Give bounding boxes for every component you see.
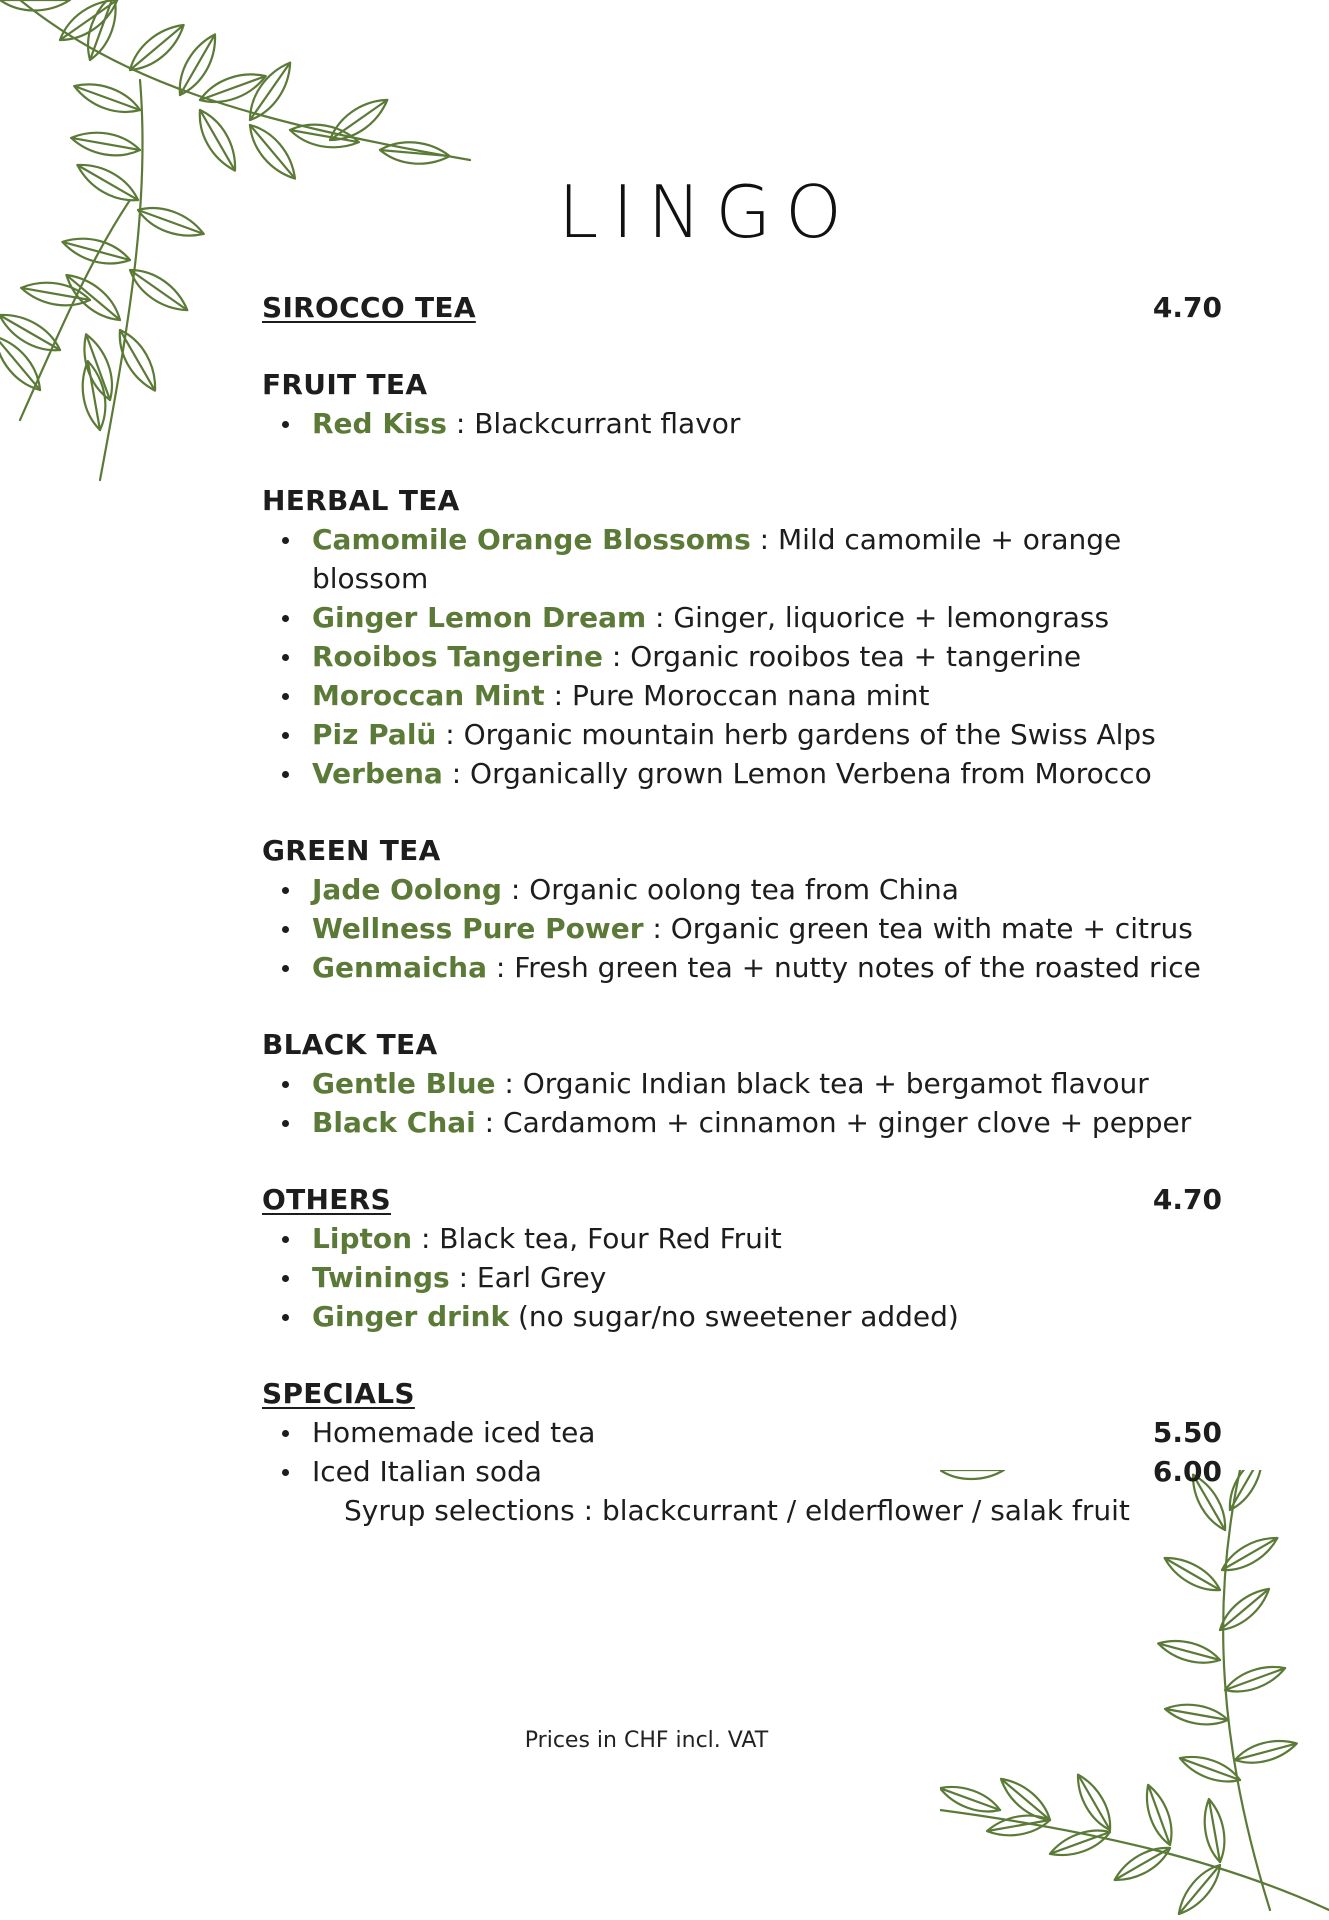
item-desc: : Organic oolong tea from China — [501, 873, 959, 906]
item-name: Wellness Pure Power — [312, 912, 644, 945]
item-desc: : Fresh green tea + nutty notes of the roasted rice — [487, 951, 1201, 984]
list-item — [262, 676, 1222, 715]
list-item — [262, 637, 1222, 676]
item-desc: : Organic green tea with mate + citrus — [643, 912, 1193, 945]
item-desc: : Organic Indian black tea + bergamot flavour — [495, 1067, 1149, 1100]
green-tea-heading: GREEN TEA — [262, 834, 441, 867]
item-name: Moroccan Mint — [312, 679, 545, 712]
fruit-tea-heading: FRUIT TEA — [262, 368, 428, 401]
menu-title: LINGO — [558, 170, 856, 254]
list-item — [262, 715, 1222, 754]
special-price: 6.00 — [1152, 1455, 1222, 1488]
others-price: 4.70 — [1152, 1183, 1222, 1216]
item-name: Verbena — [312, 757, 443, 790]
special-label: Iced Italian soda — [312, 1455, 542, 1488]
green-tea-section — [262, 831, 1222, 987]
list-item — [262, 1219, 1222, 1258]
others-heading: OTHERS — [262, 1183, 391, 1216]
item-name: Lipton — [312, 1222, 413, 1255]
list-item — [262, 520, 1222, 598]
others-list — [262, 1219, 1222, 1336]
item-name: Twinings — [312, 1261, 450, 1294]
item-desc: : Organic rooibos tea + tangerine — [603, 640, 1082, 673]
list-item — [262, 1297, 1222, 1336]
item-desc: : Earl Grey — [449, 1261, 607, 1294]
item-name: Camomile Orange Blossoms — [312, 523, 751, 556]
menu-content — [262, 288, 1222, 1568]
item-desc: : Organic mountain herb gardens of the Swiss Alps — [436, 718, 1156, 751]
item-name: Black Chai — [312, 1106, 476, 1139]
herbal-tea-section — [262, 481, 1222, 793]
special-price: 5.50 — [1152, 1416, 1222, 1449]
item-name: Red Kiss — [312, 407, 447, 440]
item-desc: : Blackcurrant flavor — [446, 407, 741, 440]
item-desc: : Ginger, liquorice + lemongrass — [646, 601, 1110, 634]
special-label: Homemade iced tea — [312, 1416, 596, 1449]
herbal-tea-heading: HERBAL TEA — [262, 484, 460, 517]
item-name: Piz Palü — [312, 718, 437, 751]
specials-heading: SPECIALS — [262, 1377, 415, 1410]
others-section — [262, 1180, 1222, 1336]
sirocco-price: 4.70 — [1152, 291, 1222, 324]
item-name: Genmaicha — [312, 951, 487, 984]
price-footnote: Prices in CHF incl. VAT — [524, 1728, 769, 1753]
list-item — [262, 1103, 1222, 1142]
sirocco-tea-section — [262, 288, 1222, 327]
sirocco-heading: SIROCCO TEA — [262, 291, 476, 324]
syrup-selections-note: Syrup selections : blackcurrant / elderflower / salak fruit — [344, 1494, 1130, 1527]
item-desc: : Cardamom + cinnamon + ginger clove + pepper — [475, 1106, 1192, 1139]
item-desc: : Mild camomile + orange blossom — [312, 523, 1122, 595]
list-item — [262, 948, 1222, 987]
list-item — [262, 909, 1222, 948]
list-item — [262, 870, 1222, 909]
item-name: Gentle Blue — [312, 1067, 496, 1100]
item-desc: (no sugar/no sweetener added) — [509, 1300, 959, 1333]
black-tea-section — [262, 1025, 1222, 1142]
item-desc: : Organically grown Lemon Verbena from Morocco — [442, 757, 1152, 790]
black-tea-heading: BLACK TEA — [262, 1028, 438, 1061]
item-name: Ginger Lemon Dream — [312, 601, 647, 634]
item-name: Rooibos Tangerine — [312, 640, 604, 673]
list-item — [262, 1452, 1222, 1491]
green-tea-list — [262, 870, 1222, 987]
specials-section — [262, 1374, 1222, 1530]
fruit-tea-list — [262, 404, 1222, 443]
black-tea-list — [262, 1064, 1222, 1142]
item-name: Ginger drink — [312, 1300, 510, 1333]
list-item — [262, 1258, 1222, 1297]
list-item — [262, 1064, 1222, 1103]
list-item — [262, 1413, 1222, 1452]
herbal-tea-list — [262, 520, 1222, 793]
item-desc: : Pure Moroccan nana mint — [544, 679, 930, 712]
list-item — [262, 754, 1222, 793]
list-item — [262, 598, 1222, 637]
item-desc: : Black tea, Four Red Fruit — [412, 1222, 782, 1255]
fruit-tea-section — [262, 365, 1222, 443]
item-name: Jade Oolong — [312, 873, 502, 906]
list-item — [262, 404, 1222, 443]
specials-list — [262, 1413, 1222, 1491]
